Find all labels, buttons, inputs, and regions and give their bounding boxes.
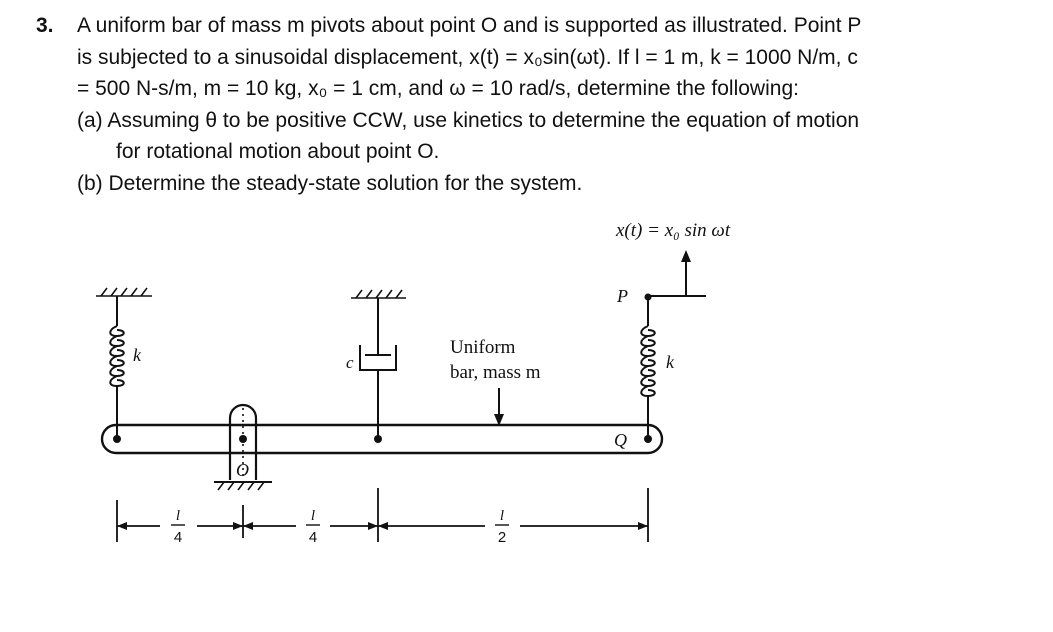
point-q-dot xyxy=(644,435,652,443)
dim-2-num: l xyxy=(310,508,316,524)
spring-right-label: k xyxy=(666,352,674,372)
damper-ground-hatch xyxy=(351,290,406,298)
dim-3-den: 2 xyxy=(497,529,507,546)
spring-left-label: k xyxy=(133,345,141,365)
problem-line-2: is subjected to a sinusoidal displacement, x(t) = x₀sin(ωt). If l = 1 m, k = 1000 N/m, c xyxy=(77,45,858,69)
bar-left-end-dot xyxy=(113,435,121,443)
dim-3-num: l xyxy=(499,508,505,524)
damper xyxy=(360,298,396,438)
part-a-line-2: for rotational motion about point O. xyxy=(116,140,440,163)
part-a-line-1: (a) Assuming θ to be positive CCW, use kinetics to determine the equation of motion xyxy=(77,108,860,132)
point-p-label: P xyxy=(617,286,628,306)
dim-fraction-3 xyxy=(495,508,509,546)
dim-1-den: 4 xyxy=(173,529,183,546)
part-b-line: (b) Determine the steady-state solution for the system. xyxy=(77,171,583,195)
dim-fraction-1 xyxy=(171,508,185,546)
dimension-lines xyxy=(117,488,648,542)
point-p-dot xyxy=(645,294,652,301)
problem-number: 3. xyxy=(36,14,54,37)
dim-1-num: l xyxy=(175,508,181,524)
bar-label-line1: Uniform xyxy=(450,337,516,358)
problem-line-3: = 500 N-s/m, m = 10 kg, x₀ = 1 cm, and ω = 10 rad/s, determine the following: xyxy=(77,77,799,100)
point-o-label: O xyxy=(236,460,249,480)
left-spring xyxy=(110,296,124,438)
bar-label-arrow xyxy=(494,388,504,426)
bar-label-line2: bar, mass m xyxy=(450,362,541,383)
damper-attach-dot xyxy=(374,435,382,443)
point-q-label: Q xyxy=(614,430,627,450)
left-ground-hatch xyxy=(96,288,152,296)
damper-label: c xyxy=(346,353,354,372)
input-arrow xyxy=(650,250,706,296)
input-displacement-label: x(t) = x₀ sin ωt xyxy=(616,220,731,241)
dim-fraction-2 xyxy=(306,508,320,546)
dim-2-den: 4 xyxy=(308,529,318,546)
right-spring xyxy=(641,300,655,438)
problem-text-1: A uniform bar of mass m pivots about point O and is supported as illustrated. Point P xyxy=(77,14,862,37)
